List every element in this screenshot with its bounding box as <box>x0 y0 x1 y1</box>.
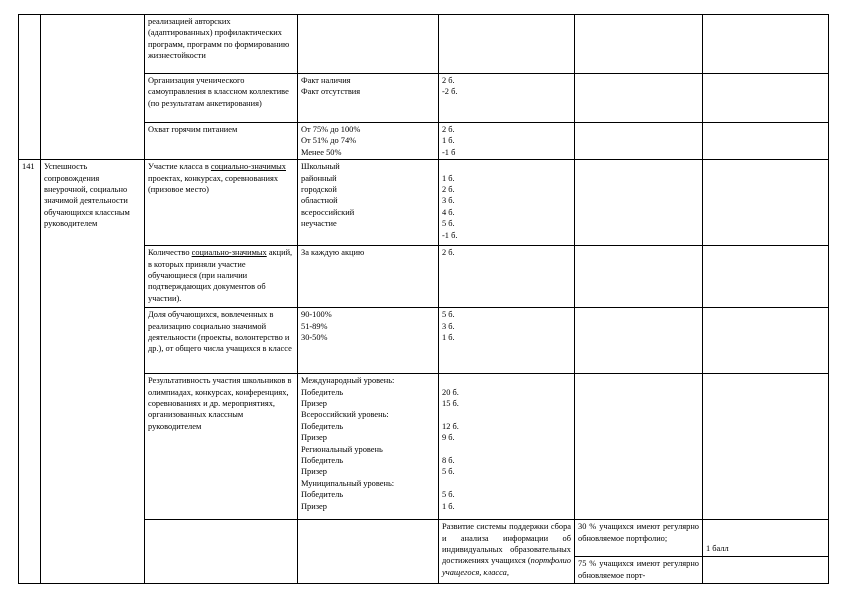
criterion: Победитель <box>301 387 344 397</box>
points-value: 8 б. <box>442 456 455 466</box>
criterion: всероссийский <box>301 207 355 217</box>
points-cell <box>439 123 575 160</box>
section-title: Успешность сопровождения внеурочной, социально значимой деятельности обучающихся классным руководителем <box>44 162 130 229</box>
criterion: От 75% до 100% <box>301 125 361 134</box>
indicator-text-end: проектах, конкурсах, соревнованиях (призовое место) <box>148 173 279 195</box>
criterion: От 51% до 74% <box>301 136 357 146</box>
criterion: Призер <box>301 501 327 511</box>
indicator-cell <box>145 74 298 123</box>
criterion: За каждую акцию <box>301 248 365 258</box>
points-value: 1 б. <box>442 501 455 511</box>
empty-cell <box>703 160 829 246</box>
criterion: 51-89% <box>301 321 328 331</box>
evaluation-table <box>18 14 829 584</box>
criteria-cell <box>575 520 703 584</box>
points-value: 15 б. <box>442 399 459 409</box>
points-value: 3 б. <box>442 321 455 331</box>
criterion: Школьный <box>301 162 340 172</box>
criterion: Региональный уровень <box>301 444 383 454</box>
points-cell <box>439 74 575 123</box>
points-value: 1 б. <box>442 173 455 183</box>
row-number: 141 <box>22 162 35 172</box>
criterion-block <box>575 557 702 582</box>
indicator-text: Участие класса в <box>148 162 211 172</box>
criteria-cell <box>298 160 439 246</box>
points-block <box>703 520 828 557</box>
points-value: 20 б. <box>442 387 459 397</box>
number-cell <box>145 520 298 584</box>
points-value: 2 б. <box>442 248 455 258</box>
indicator-italic: портфолио учащегося, класса, <box>442 556 571 577</box>
points-value: 4 б. <box>442 207 455 217</box>
points-value <box>442 409 571 420</box>
points-cell <box>439 160 575 246</box>
points-value: 12 б. <box>442 421 459 431</box>
criterion: Факт наличия <box>301 76 351 85</box>
indicator-cell <box>145 15 298 74</box>
indicator-text: реализацией авторских (адаптированных) профилактических программ, программ по формированию жизнестойкости <box>148 17 290 61</box>
criteria-cell <box>298 74 439 123</box>
criterion-block <box>575 520 702 557</box>
criteria-cell <box>298 308 439 374</box>
points-value: 5 б. <box>442 219 455 229</box>
points-value: 1 б. <box>442 136 455 146</box>
criterion: 90-100% <box>301 310 332 320</box>
points-value: 1 б. <box>442 333 455 343</box>
criterion: Призер <box>301 467 327 477</box>
empty-cell <box>703 123 829 160</box>
criterion: Всероссийский уровень: <box>301 410 389 420</box>
indicator-text: Организация ученического самоуправления в классном коллективе (по результатам анкетирования) <box>148 76 289 108</box>
criterion: Победитель <box>301 490 344 500</box>
points-value <box>442 478 571 489</box>
criterion: Победитель <box>301 421 344 431</box>
empty-cell <box>703 246 829 308</box>
empty-cell <box>575 123 703 160</box>
points-value: -1 б. <box>442 230 458 240</box>
indicator-cell <box>145 123 298 160</box>
criterion: Менее 50% <box>301 147 342 157</box>
criterion: Призер <box>301 399 327 409</box>
indicator-cell <box>439 520 575 584</box>
indicator-text: Развитие системы поддержки сбора и анализа информации об индивидуальных образовательных достижениях учащихся ( <box>442 522 571 566</box>
indicator-text: Охват горячим питанием <box>148 125 238 134</box>
criteria-cell <box>298 246 439 308</box>
points-value: 9 б. <box>442 433 455 443</box>
empty-cell <box>703 15 829 74</box>
indicator-text-end: акций, в которых приняли участие обучающиеся (при наличии подтверждающих документов об участии). <box>148 248 293 303</box>
points-value <box>442 444 571 455</box>
empty-cell <box>575 74 703 123</box>
criterion: Муниципальный уровень: <box>301 478 395 488</box>
criterion: 30 % учащихся имеют регулярно обновляемое портфолио; <box>578 522 699 543</box>
criteria-cell <box>298 123 439 160</box>
points-cell <box>703 520 829 584</box>
indicator-text: Доля обучающихся, вовлеченных в реализацию социально значимой деятельности (проекты, волонтерство и др.), от общего числа учащихся в классе <box>148 310 292 354</box>
indicator-text: Количество <box>148 248 192 258</box>
indicator-cell <box>145 160 298 246</box>
indicator-text: Результативность участия школьников в олимпиадах, конкурсах, конференциях, соревнованиях и др. мероприятиях, организованных классным руководителем <box>148 376 292 431</box>
points-spacer <box>442 161 571 172</box>
points-cell <box>439 374 575 520</box>
section-cell <box>41 15 145 160</box>
criterion: Призер <box>301 433 327 443</box>
points-value: 5 б. <box>442 310 455 320</box>
points-cell <box>439 308 575 374</box>
criterion: Международный уровень: <box>301 376 395 386</box>
table-row <box>19 160 829 246</box>
points-value: 3 б. <box>442 196 455 206</box>
section-cell <box>41 160 145 584</box>
empty-cell <box>575 160 703 246</box>
indicator-cell <box>145 246 298 308</box>
criterion: неучастие <box>301 219 337 229</box>
empty-cell <box>703 74 829 123</box>
number-cell <box>19 160 41 584</box>
points-value: -1 б <box>442 147 456 157</box>
empty-cell <box>575 308 703 374</box>
criterion: 30-50% <box>301 333 328 343</box>
points-cell <box>439 246 575 308</box>
empty-cell <box>575 374 703 520</box>
points-value: 1 балл <box>706 544 729 554</box>
points-value: 5 б. <box>442 490 455 500</box>
points-value: 5 б. <box>442 467 455 477</box>
criterion: городской <box>301 185 337 195</box>
points-value: 2 б. <box>442 125 455 134</box>
criterion: Факт отсутствия <box>301 87 361 97</box>
criterion: Победитель <box>301 456 344 466</box>
indicator-cell <box>145 308 298 374</box>
criterion: 75 % учащихся имеют регулярно обновляемое порт- <box>578 559 699 580</box>
points-value: 2 б. <box>442 76 455 85</box>
points-cell <box>439 15 575 74</box>
points-value: -2 б. <box>442 87 458 97</box>
empty-cell <box>703 308 829 374</box>
empty-cell <box>703 374 829 520</box>
criterion: районный <box>301 173 337 183</box>
points-value: 2 б. <box>442 185 455 195</box>
indicator-underlined: социально-значимых <box>210 162 286 172</box>
indicator-cell <box>145 374 298 520</box>
empty-cell <box>575 246 703 308</box>
number-cell <box>19 15 41 160</box>
table-row <box>19 15 829 74</box>
empty-cell <box>575 15 703 74</box>
criteria-cell <box>298 374 439 520</box>
section-cell <box>298 520 439 584</box>
criterion: областной <box>301 196 338 206</box>
points-value <box>442 375 571 386</box>
criteria-cell <box>298 15 439 74</box>
indicator-underlined: социально-значимых <box>191 248 267 258</box>
